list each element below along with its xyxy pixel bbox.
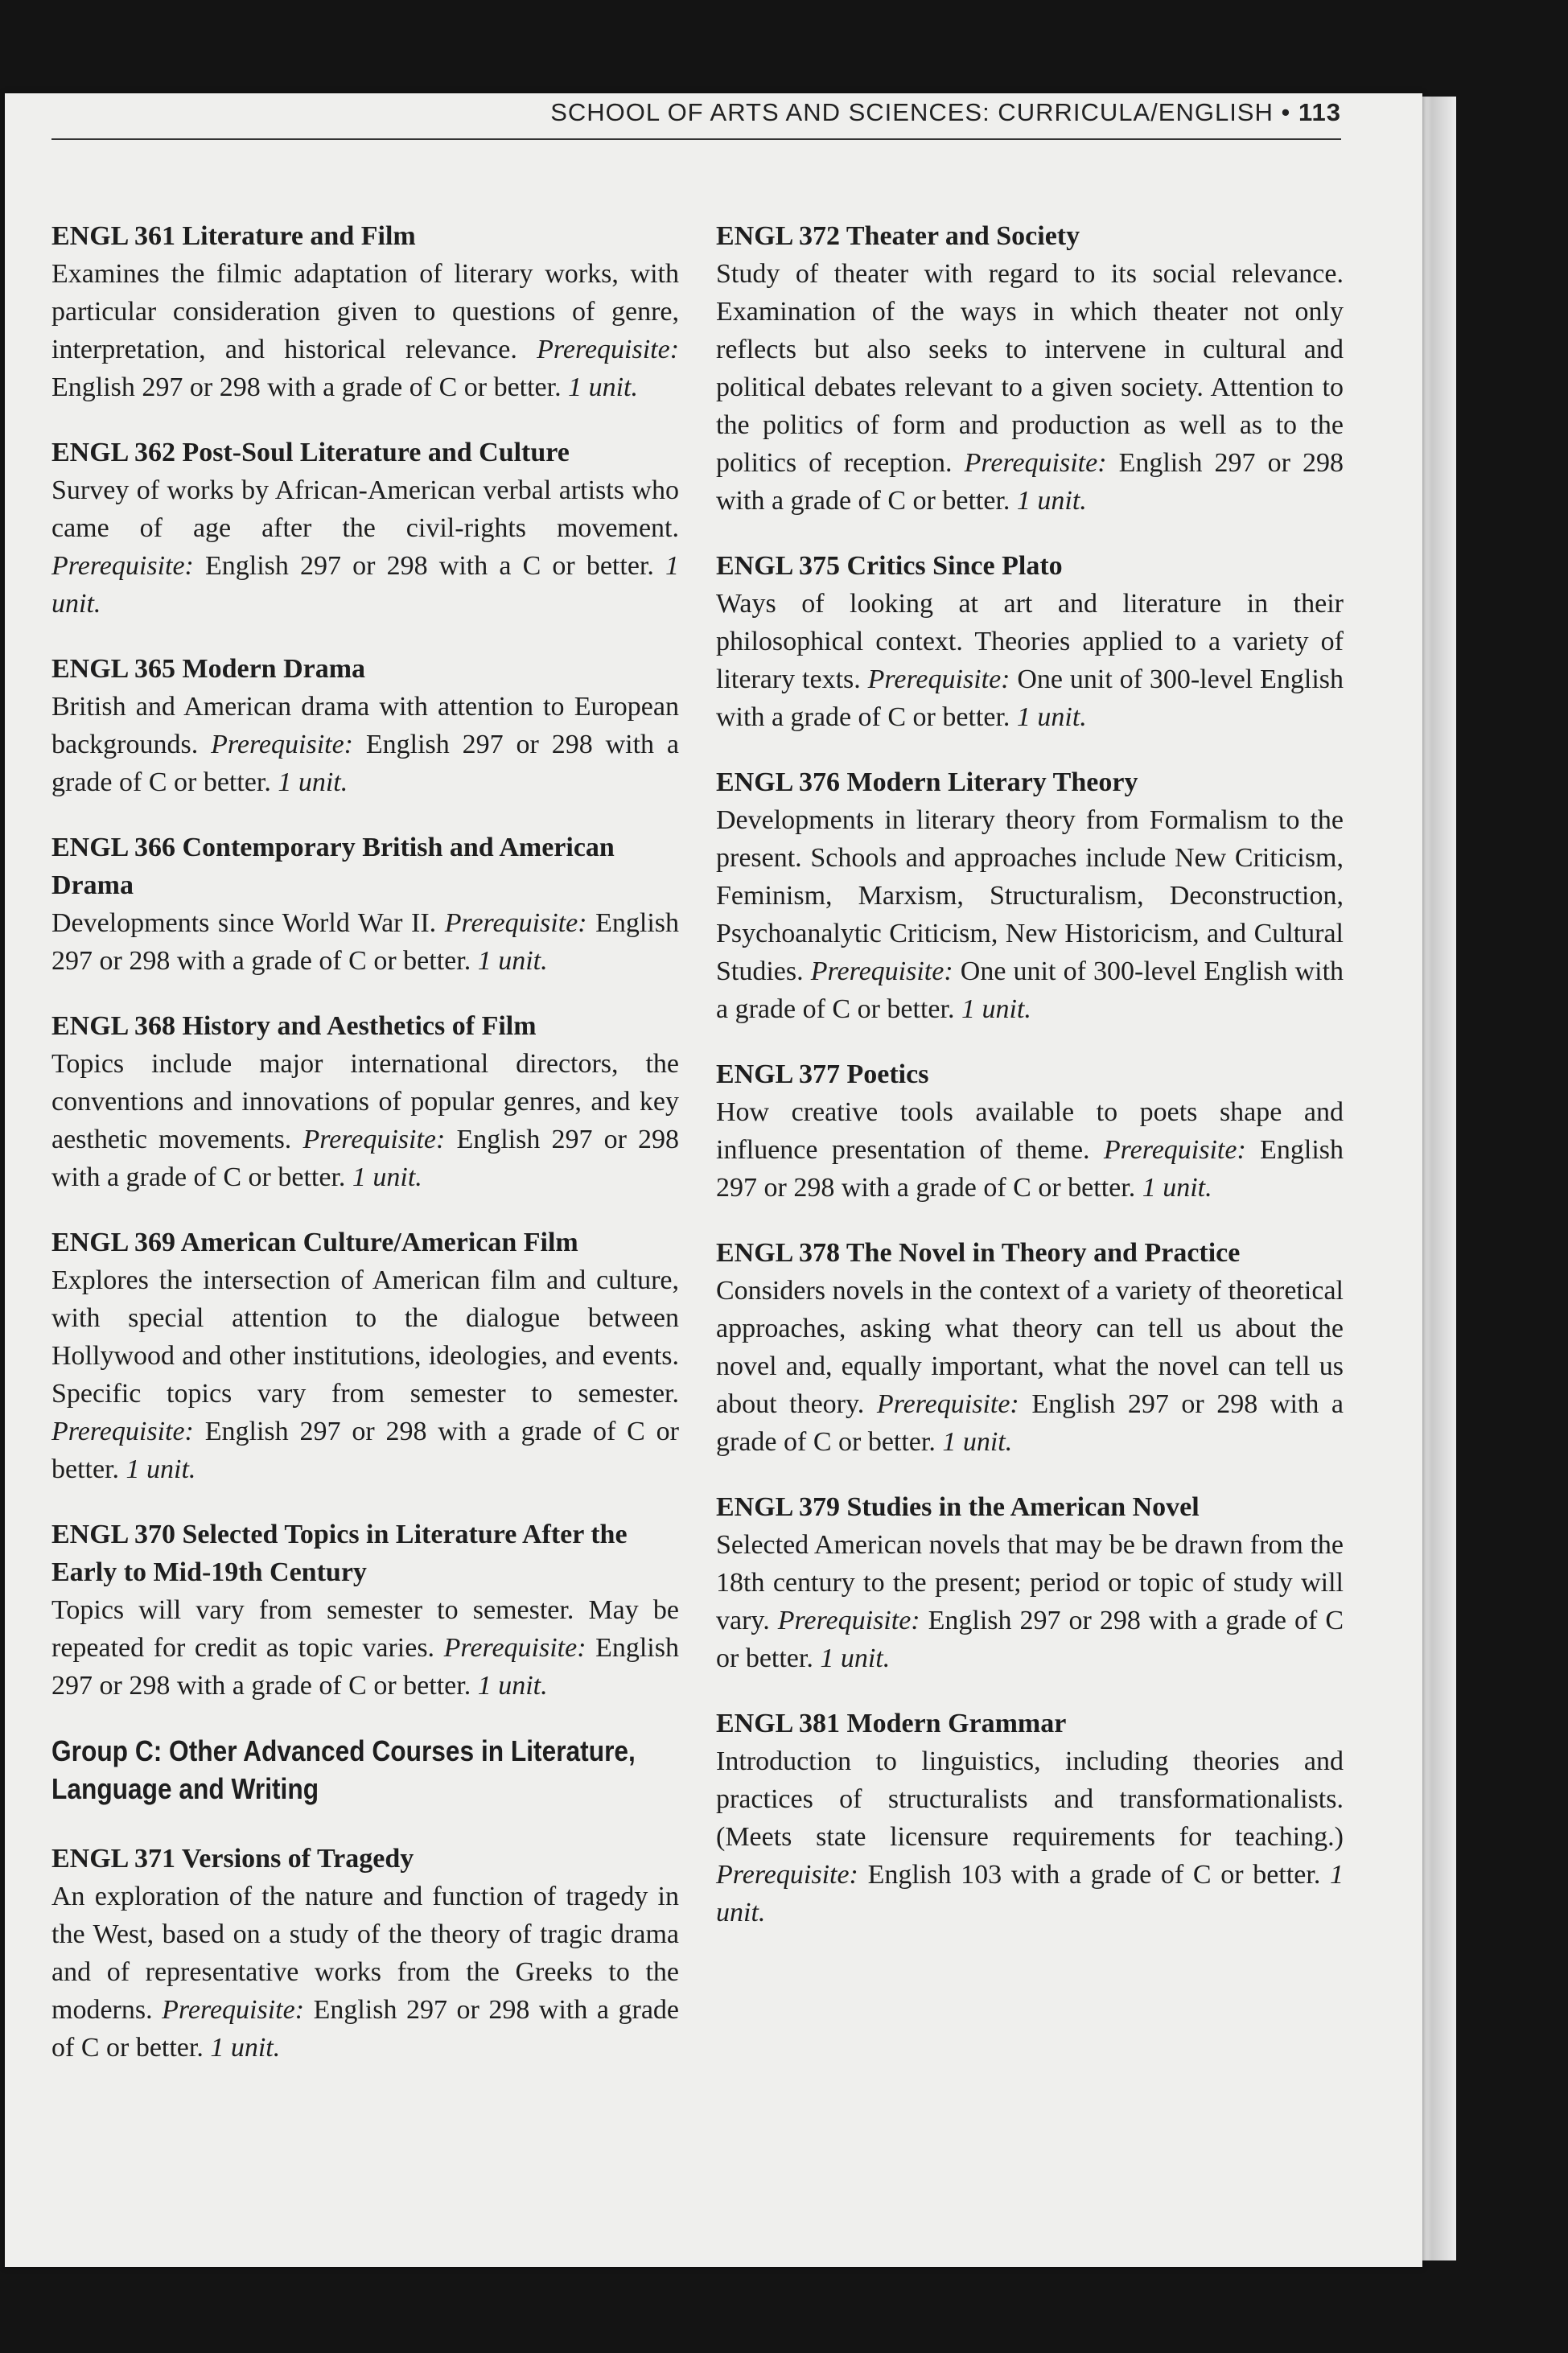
running-head [550,98,1341,127]
prerequisite-label: Prerequisite: [777,1606,920,1635]
prerequisite-label: Prerequisite: [443,1633,586,1663]
course-description: Selected American novels that may be be drawn from the 18th century to the present; period or topic of study will vary. Prerequisite: English 297 or 298 with a grade of C or better. 1 unit. [716,1530,1344,1673]
course-description: Explores the intersection of American film and culture, with special attention to the dialogue between Hollywood and other institutions, ideologies, and events. Specific topics vary from semester to semester. Prerequisite: English 297 or 298 with a grade of C or better. 1 unit. [51,1265,680,1484]
prerequisite-text: English 297 or 298 with a grade of C or better. [51,908,680,976]
course-units: 1 unit. [278,767,348,797]
course-title: ENGL 381 Modern Grammar [716,1709,1067,1738]
prerequisite-text: English 297 or 298 with a grade of C or better. [51,1633,679,1701]
course-units: 1 unit. [477,1671,548,1701]
prerequisite-text: English 103 with a grade of C or better. [867,1860,1321,1890]
prerequisite-label: Prerequisite: [51,551,194,581]
course-units: 1 unit. [1016,702,1087,732]
course-units: 1 unit. [820,1643,891,1673]
prerequisite-text: English 297 or 298 with a grade of C or better. [716,1606,1344,1673]
course-units: 1 unit. [961,994,1031,1024]
course-entry [51,1007,679,1196]
course-description: British and American drama with attention to European backgrounds. Prerequisite: English 297 or 298 with a grade of C or better. 1 unit. [51,692,679,797]
course-entry-engl-371 [51,1840,679,2067]
course-description: Developments since World War II. Prerequisite: English 297 or 298 with a grade of C or better. 1 unit. [51,908,680,976]
course-description: Considers novels in the context of a variety of theoretical approaches, asking what theory can tell us about the novel and, equally important, what the novel can tell us about theory. Prerequisite: English 297 or 298 with a grade of C or better. 1 unit. [716,1276,1344,1457]
course-description: An exploration of the nature and function of tragedy in the West, based on a study of the theory of tragic drama and of representative works from the Greeks to the moderns. Prerequisite: English 297 or 298 with a grade of C or better. 1 unit. [51,1882,680,2063]
prerequisite-text: English 297 or 298 with a grade of C or better. [51,372,562,402]
course-entry [716,1055,1344,1207]
prerequisite-label: Prerequisite: [302,1125,446,1154]
course-title: ENGL 366 Contemporary British and American Drama [51,833,615,900]
course-title: ENGL 365 Modern Drama [51,654,366,684]
left-column [51,217,679,2094]
prerequisite-text: One unit of 300-level English with a grade of C or better. [716,664,1344,732]
prerequisite-label: Prerequisite: [867,664,1010,694]
course-entry [51,434,679,623]
running-header [51,98,1341,140]
course-units: 1 unit. [568,372,639,402]
prerequisite-label: Prerequisite: [1103,1135,1246,1165]
course-entry [51,1224,679,1488]
course-units: 1 unit. [1142,1173,1212,1203]
course-title: ENGL 368 History and Aesthetics of Film [51,1011,537,1041]
prerequisite-label: Prerequisite: [211,730,353,759]
prerequisite-text: English 297 or 298 with a grade of C or better. [51,730,679,797]
prerequisite-text: English 297 or 298 with a grade of C or better. [51,1125,680,1192]
course-title: ENGL 378 The Novel in Theory and Practice [716,1238,1241,1268]
prerequisite-text: English 297 or 298 with a grade of C or better. [51,1417,680,1484]
page-number: 113 [1298,98,1341,126]
course-units: 1 unit. [942,1427,1013,1457]
course-units: 1 unit. [51,551,680,619]
course-entry [716,1234,1344,1461]
course-description: Topics include major international directors, the conventions and innovations of popular genres, and key aesthetic movements. Prerequisite: English 297 or 298 with a grade of C or better. 1 unit. [51,1049,680,1192]
header-bullet: • [1281,98,1291,126]
course-units: 1 unit. [126,1454,196,1484]
course-description: Examines the filmic adaptation of literary works, with particular consideration given to questions of genre, interpretation, and historical relevance. Prerequisite: English 297 or 298 with a grade of C or better. 1 unit. [51,259,680,402]
course-entry [51,217,679,406]
course-title: ENGL 377 Poetics [716,1059,929,1089]
course-title: ENGL 369 American Culture/American Film [51,1228,578,1257]
prerequisite-label: Prerequisite: [876,1389,1019,1419]
prerequisite-label: Prerequisite: [444,908,587,938]
course-title: ENGL 362 Post-Soul Literature and Culture [51,438,570,467]
course-entry [51,1516,679,1705]
course-description: Ways of looking at art and literature in their philosophical context. Theories applied to a variety of literary texts. Prerequisite: One unit of 300-level English with a grade of C or better. 1 unit. [716,589,1344,732]
course-description: Survey of works by African-American verbal artists who came of age after the civil-rights movement. Prerequisite: English 297 or 298 with a C or better. 1 unit. [51,475,680,619]
course-entry [716,217,1344,520]
course-title: ENGL 375 Critics Since Plato [716,551,1063,581]
course-units: 1 unit. [477,946,548,976]
prerequisite-label: Prerequisite: [537,335,680,364]
prerequisite-label: Prerequisite: [964,448,1107,478]
left-course-list [51,217,679,1705]
course-description: Introduction to linguistics, including theories and practices of structuralists and transformationalists. (Meets state licensure requirements for teaching.) Prerequisite: English 103 with a grade of C or better. 1 unit. [716,1746,1344,1927]
prerequisite-text: One unit of 300-level English with a grade of C or better. [716,956,1344,1024]
course-description: Topics will vary from semester to semester. May be repeated for credit as topic varies. Prerequisite: English 297 or 298 with a grade of C or better. 1 unit. [51,1595,679,1701]
right-course-list [716,217,1344,1931]
course-description: How creative tools available to poets shape and influence presentation of theme. Prerequisite: English 297 or 298 with a grade of C or better. 1 unit. [716,1097,1344,1203]
prerequisite-label: Prerequisite: [716,1860,858,1890]
course-entry [716,547,1344,736]
course-title: ENGL 371 Versions of Tragedy [51,1844,414,1874]
course-units: 1 unit. [716,1860,1344,1927]
right-column [716,217,1344,1959]
course-units: 1 unit. [1016,486,1087,516]
running-head-title: SCHOOL OF ARTS AND SCIENCES: CURRICULA/ENGLISH [550,98,1274,126]
course-title: ENGL 376 Modern Literary Theory [716,767,1138,797]
course-description: Study of theater with regard to its social relevance. Examination of the ways in which theater not only reflects but also seeks to intervene in cultural and political debates relevant to a given society. Attention to the politics of form and production as well as to the politics of reception. Prerequisite: English 297 or 298 with a grade of C or better. 1 unit. [716,259,1344,516]
prerequisite-label: Prerequisite: [810,956,953,986]
course-description: Developments in literary theory from Formalism to the present. Schools and approaches include New Criticism, Feminism, Marxism, Structuralism, Deconstruction, Psychoanalytic Criticism, New Historicism, and Cultural Studies. Prerequisite: One unit of 300-level English with a grade of C or better. 1 unit. [716,805,1344,1024]
course-entry [716,763,1344,1028]
course-title: ENGL 370 Selected Topics in Literature After the Early to Mid-19th Century [51,1520,628,1587]
prerequisite-text: English 297 or 298 with a grade of C or better. [716,1389,1344,1457]
course-entry [716,1488,1344,1677]
group-c-heading: Group C: Other Advanced Courses in Literature, Language and Writing [51,1734,636,1805]
course-title: ENGL 372 Theater and Society [716,221,1080,251]
course-entry [51,829,679,980]
course-units: 1 unit. [352,1162,422,1192]
prerequisite-text: English 297 or 298 with a grade of C or better. [716,1135,1344,1203]
course-entry [51,650,679,801]
prerequisite-text: English 297 or 298 with a C or better. [205,551,654,581]
prerequisite-label: Prerequisite: [51,1417,194,1446]
course-entry [716,1705,1344,1931]
prerequisite-text: English 297 or 298 with a grade of C or better. [716,448,1344,516]
course-title: ENGL 379 Studies in the American Novel [716,1492,1200,1522]
course-title: ENGL 361 Literature and Film [51,221,416,251]
